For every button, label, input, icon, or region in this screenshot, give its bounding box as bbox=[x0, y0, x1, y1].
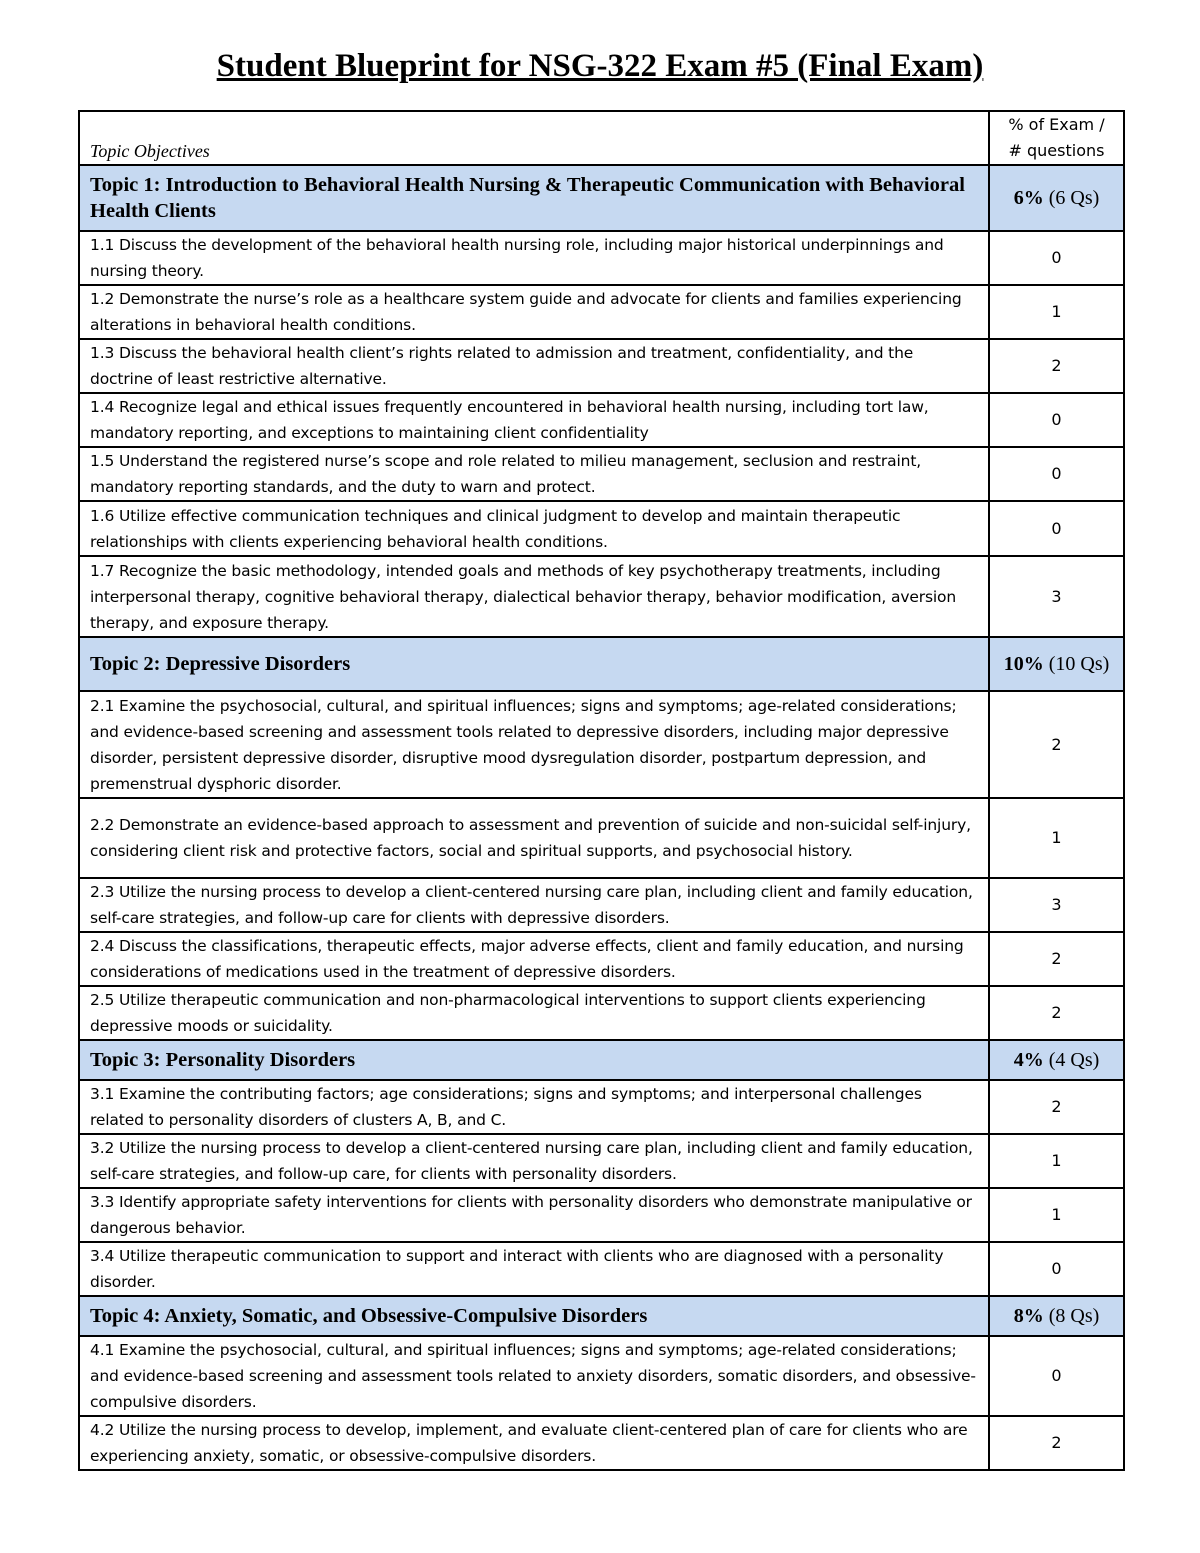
topic-question-count: (6 Qs) bbox=[1048, 186, 1100, 209]
objective-questions: 1 bbox=[989, 1134, 1124, 1188]
questions-column-header bbox=[989, 111, 1124, 165]
objective-questions: 2 bbox=[989, 1416, 1124, 1470]
objective-questions: 0 bbox=[989, 393, 1124, 447]
objective-row bbox=[79, 878, 1124, 932]
topic-percent: 4% bbox=[1013, 1048, 1044, 1071]
objective-questions: 3 bbox=[989, 556, 1124, 637]
objective-row bbox=[79, 501, 1124, 556]
topic-question-count: (10 Qs) bbox=[1048, 652, 1110, 675]
objective-text: 1.4 Recognize legal and ethical issues frequently encountered in behavioral health nursing, including tort law, mandatory reporting, and exceptions to maintaining client confidentiality bbox=[79, 393, 989, 447]
objective-questions: 1 bbox=[989, 1188, 1124, 1242]
topic-row bbox=[79, 637, 1124, 691]
objective-questions: 0 bbox=[989, 501, 1124, 556]
topic-title: Topic 1: Introduction to Behavioral Health Nursing & Therapeutic Communication with Behavioral Health Clients bbox=[79, 165, 989, 231]
objective-row bbox=[79, 1134, 1124, 1188]
objective-text: 4.1 Examine the psychosocial, cultural, and spiritual influences; signs and symptoms; age-related considerations; and evidence-based screening and assessment tools related to anxiety disorders, somatic disorders, and obsessive-compulsive disorders. bbox=[79, 1336, 989, 1416]
topic-title: Topic 3: Personality Disorders bbox=[79, 1040, 989, 1080]
topic-percent: 8% bbox=[1013, 1304, 1044, 1327]
objective-text: 1.7 Recognize the basic methodology, intended goals and methods of key psychotherapy treatments, including interpersonal therapy, cognitive behavioral therapy, dialectical behavior therapy, behavior modification, aversion therapy, and exposure therapy. bbox=[79, 556, 989, 637]
objective-row bbox=[79, 393, 1124, 447]
objective-row bbox=[79, 231, 1124, 285]
objective-text: 2.4 Discuss the classifications, therapeutic effects, major adverse effects, client and family education, and nursing considerations of medications used in the treatment of depressive disorders. bbox=[79, 932, 989, 986]
topic-weight bbox=[989, 165, 1124, 231]
topic-weight bbox=[989, 1040, 1124, 1080]
objective-questions: 1 bbox=[989, 798, 1124, 878]
questions-header-line1: % of Exam / bbox=[1008, 115, 1105, 134]
objective-row bbox=[79, 1080, 1124, 1134]
objective-text: 2.2 Demonstrate an evidence-based approach to assessment and prevention of suicide and non-suicidal self-injury, considering client risk and protective factors, social and spiritual supports, and psychosocial history. bbox=[79, 798, 989, 878]
topic-row bbox=[79, 1296, 1124, 1336]
topic-question-count: (4 Qs) bbox=[1048, 1048, 1100, 1071]
objective-row bbox=[79, 339, 1124, 393]
objective-row bbox=[79, 285, 1124, 339]
objective-row bbox=[79, 691, 1124, 798]
objective-questions: 0 bbox=[989, 447, 1124, 501]
objective-questions: 2 bbox=[989, 986, 1124, 1040]
objective-questions: 0 bbox=[989, 231, 1124, 285]
questions-header-line2: # questions bbox=[1008, 141, 1105, 160]
objective-questions: 1 bbox=[989, 285, 1124, 339]
objective-questions: 2 bbox=[989, 1080, 1124, 1134]
blueprint-table bbox=[78, 110, 1125, 1471]
topic-percent: 10% bbox=[1003, 652, 1044, 675]
objective-text: 1.1 Discuss the development of the behavioral health nursing role, including major historical underpinnings and nursing theory. bbox=[79, 231, 989, 285]
topic-title: Topic 2: Depressive Disorders bbox=[79, 637, 989, 691]
objective-row bbox=[79, 1188, 1124, 1242]
objective-questions: 2 bbox=[989, 339, 1124, 393]
topic-weight bbox=[989, 637, 1124, 691]
objective-text: 2.5 Utilize therapeutic communication and non-pharmacological interventions to support clients experiencing depressive moods or suicidality. bbox=[79, 986, 989, 1040]
objective-text: 1.3 Discuss the behavioral health client’s rights related to admission and treatment, confidentiality, and the doctrine of least restrictive alternative. bbox=[79, 339, 989, 393]
objective-text: 1.5 Understand the registered nurse’s scope and role related to milieu management, seclusion and restraint, mandatory reporting standards, and the duty to warn and protect. bbox=[79, 447, 989, 501]
objective-row bbox=[79, 986, 1124, 1040]
objective-row bbox=[79, 798, 1124, 878]
objective-questions: 2 bbox=[989, 691, 1124, 798]
objective-text: 3.2 Utilize the nursing process to develop a client-centered nursing care plan, including client and family education, self-care strategies, and follow-up care, for clients with personality disorders. bbox=[79, 1134, 989, 1188]
objective-row bbox=[79, 1242, 1124, 1296]
objective-text: 2.3 Utilize the nursing process to develop a client-centered nursing care plan, including client and family education, self-care strategies, and follow-up care for clients with depressive disorders. bbox=[79, 878, 989, 932]
objective-text: 3.4 Utilize therapeutic communication to support and interact with clients who are diagnosed with a personality disorder. bbox=[79, 1242, 989, 1296]
objective-row bbox=[79, 556, 1124, 637]
objective-questions: 0 bbox=[989, 1242, 1124, 1296]
objective-text: 3.1 Examine the contributing factors; age considerations; signs and symptoms; and interpersonal challenges related to personality disorders of clusters A, B, and C. bbox=[79, 1080, 989, 1134]
objective-text: 3.3 Identify appropriate safety interventions for clients with personality disorders who demonstrate manipulative or dangerous behavior. bbox=[79, 1188, 989, 1242]
topic-row bbox=[79, 165, 1124, 231]
objective-text: 1.6 Utilize effective communication techniques and clinical judgment to develop and maintain therapeutic relationships with clients experiencing behavioral health conditions. bbox=[79, 501, 989, 556]
objective-questions: 2 bbox=[989, 932, 1124, 986]
objective-text: 4.2 Utilize the nursing process to develop, implement, and evaluate client-centered plan of care for clients who are experiencing anxiety, somatic, or obsessive-compulsive disorders. bbox=[79, 1416, 989, 1470]
topic-percent: 6% bbox=[1013, 186, 1044, 209]
objective-text: 2.1 Examine the psychosocial, cultural, and spiritual influences; signs and symptoms; age-related considerations; and evidence-based screening and assessment tools related to depressive disorders, including major depressive disorder, persistent depressive disorder, disruptive mood dysregulation disorder, postpartum depression, and premenstrual dysphoric disorder. bbox=[79, 691, 989, 798]
objective-row bbox=[79, 447, 1124, 501]
objectives-column-header: Topic Objectives bbox=[79, 111, 989, 165]
topic-question-count: (8 Qs) bbox=[1048, 1304, 1100, 1327]
objective-questions: 3 bbox=[989, 878, 1124, 932]
objective-text: 1.2 Demonstrate the nurse’s role as a healthcare system guide and advocate for clients and families experiencing alterations in behavioral health conditions. bbox=[79, 285, 989, 339]
objective-row bbox=[79, 1336, 1124, 1416]
objective-questions: 0 bbox=[989, 1336, 1124, 1416]
objective-row bbox=[79, 1416, 1124, 1470]
objective-row bbox=[79, 932, 1124, 986]
page-title: Student Blueprint for NSG-322 Exam #5 (Final Exam) bbox=[216, 48, 984, 84]
topic-row bbox=[79, 1040, 1124, 1080]
topic-weight bbox=[989, 1296, 1124, 1336]
topic-title: Topic 4: Anxiety, Somatic, and Obsessive-Compulsive Disorders bbox=[79, 1296, 989, 1336]
table-header-row bbox=[79, 111, 1124, 165]
